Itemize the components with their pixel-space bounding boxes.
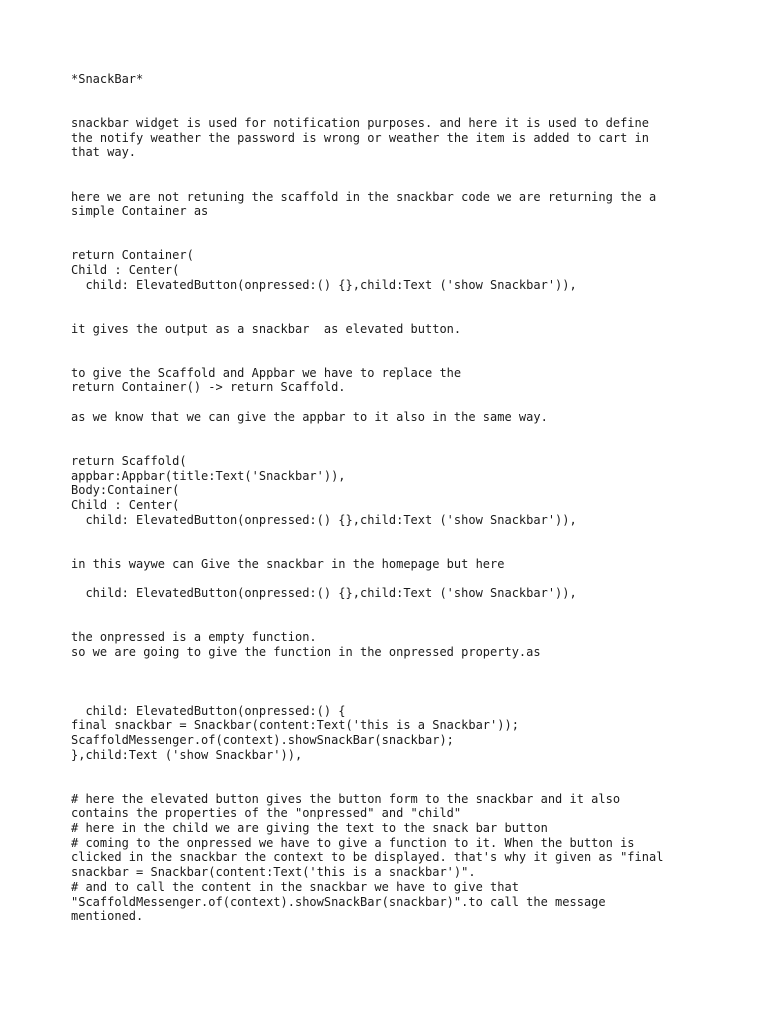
text-line — [71, 542, 751, 557]
text-line: child: ElevatedButton(onpressed:() {},child:Text ('show Snackbar')), — [71, 277, 577, 292]
text-line — [71, 101, 751, 116]
text-line: return Scaffold( — [71, 453, 187, 468]
text-line — [71, 571, 751, 586]
text-line: Child : Center( — [71, 497, 180, 512]
text-line: so we are going to give the function in the onpressed property.as — [71, 644, 541, 659]
text-line: # here in the child we are giving the text to the snack bar button — [71, 821, 548, 836]
text-line — [71, 307, 751, 322]
text-line: *SnackBar* — [71, 72, 144, 86]
text-line: Body:Container( — [71, 483, 180, 498]
text-line — [71, 674, 751, 689]
text-line: here we are not retuning the scaffold in the snackbar code we are returning the a — [71, 189, 657, 204]
text-line: return Container() -> return Scaffold. — [71, 380, 346, 395]
text-line: the onpressed is a empty function. — [71, 630, 317, 645]
text-line — [71, 762, 751, 777]
text-line — [71, 160, 751, 175]
text-line — [71, 395, 751, 410]
text-line: child: ElevatedButton(onpressed:() { — [71, 703, 346, 718]
text-line: child: ElevatedButton(onpressed:() {},child:Text ('show Snackbar')), — [71, 586, 577, 601]
text-line — [71, 292, 751, 307]
text-line: return Container( — [71, 248, 194, 263]
text-line: clicked in the snackbar the context to be displayed. that's why it given as "final — [71, 850, 664, 865]
text-line: simple Container as — [71, 204, 209, 219]
text-line — [71, 601, 751, 616]
text-line — [71, 615, 751, 630]
text-line — [71, 689, 751, 704]
text-line — [71, 527, 751, 542]
text-line — [71, 336, 751, 351]
text-line — [71, 219, 751, 234]
text-line: snackbar = Snackbar(content:Text('this is a snackbar')". — [71, 865, 476, 880]
text-line: that way. — [71, 145, 137, 160]
text-line: snackbar widget is used for notification purposes. and here it is used to define — [71, 116, 649, 131]
text-line: # coming to the onpressed we have to give a function to it. When the button is — [71, 835, 635, 850]
text-line: appbar:Appbar(title:Text('Snackbar')), — [71, 468, 346, 483]
text-line — [71, 777, 751, 792]
text-line: "ScaffoldMessenger.of(context).showSnackBar(snackbar)".to call the message — [71, 894, 606, 909]
text-line: child: ElevatedButton(onpressed:() {},child:Text ('show Snackbar')), — [71, 512, 577, 527]
text-line — [71, 87, 751, 102]
text-line: to give the Scaffold and Appbar we have to replace the — [71, 365, 462, 380]
text-line — [71, 660, 751, 675]
text-line: it gives the output as a snackbar as elevated button. — [71, 321, 462, 336]
text-line — [71, 351, 751, 366]
text-line: mentioned. — [71, 909, 144, 924]
text-line — [71, 425, 751, 440]
text-line: # and to call the content in the snackbar we have to give that — [71, 879, 519, 894]
text-line: final snackbar = Snackbar(content:Text('this is a Snackbar')); — [71, 718, 519, 733]
text-line: ScaffoldMessenger.of(context).showSnackBar(snackbar); — [71, 732, 454, 747]
text-line: },child:Text ('show Snackbar')), — [71, 747, 303, 762]
text-line: as we know that we can give the appbar to it also in the same way. — [71, 409, 548, 424]
text-line: contains the properties of the "onpressed" and "child" — [71, 806, 462, 821]
document-body — [71, 72, 751, 924]
text-line: # here the elevated button gives the button form to the snackbar and it also — [71, 791, 621, 806]
text-line: the notify weather the password is wrong or weather the item is added to cart in — [71, 130, 649, 145]
text-line: Child : Center( — [71, 262, 180, 277]
text-line — [71, 234, 751, 249]
text-line — [71, 439, 751, 454]
text-line — [71, 175, 751, 190]
text-line: in this waywe can Give the snackbar in the homepage but here — [71, 556, 505, 571]
